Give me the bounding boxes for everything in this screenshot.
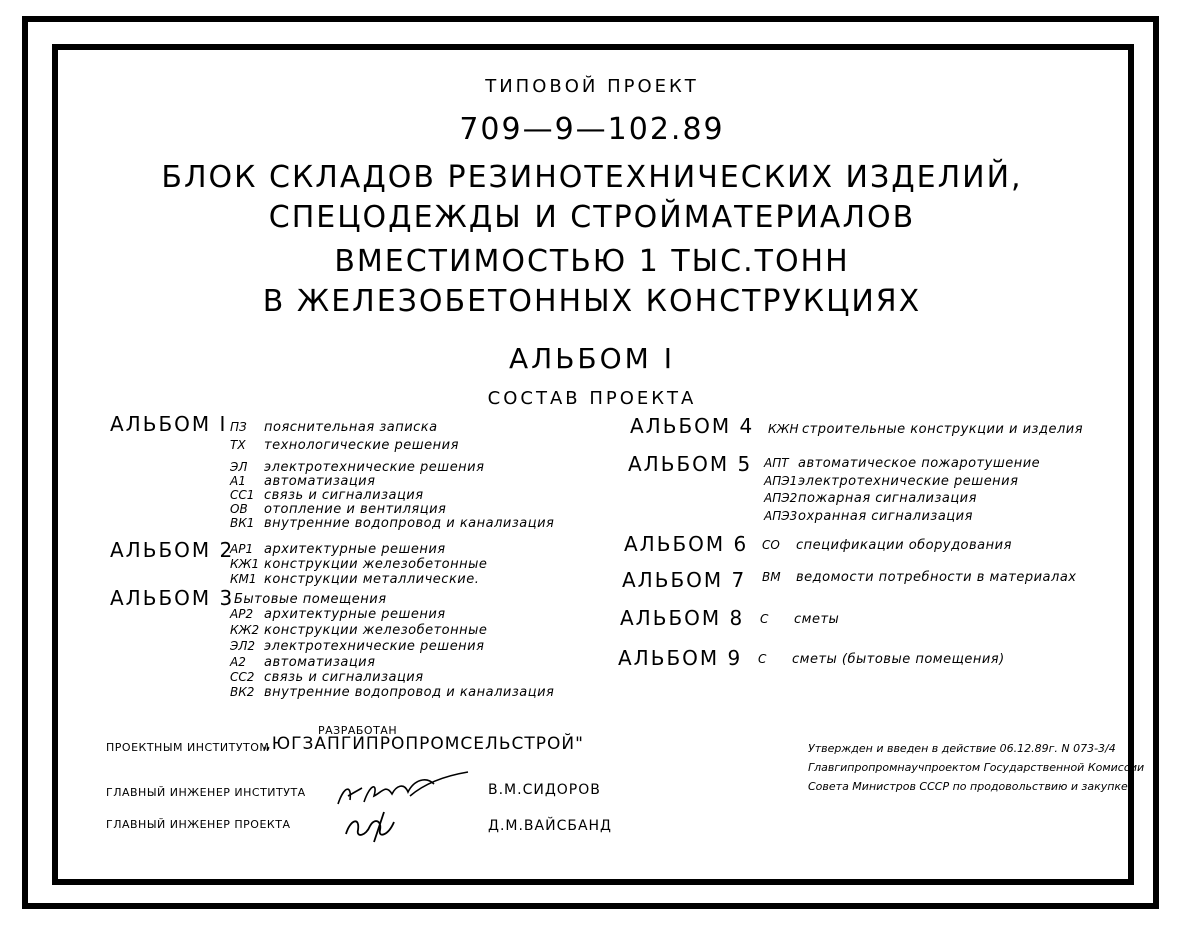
album-4-title: АЛЬБОМ 4 — [630, 414, 755, 438]
approval-line-2: Главгипропромнаучпроектом Государственной Комиссии — [808, 761, 1145, 774]
album-6-title: АЛЬБОМ 6 — [624, 532, 749, 556]
list-item: ВК2 внутренние водопровод и канализация — [230, 685, 555, 700]
title-line-3: ВМЕСТИМОСТЬЮ 1 ТЫС.ТОНН — [334, 244, 850, 279]
list-item: С сметы — [760, 612, 840, 627]
list-item: АПЭ1электротехнические решения — [764, 474, 1019, 489]
album-title: АЛЬБОМ I — [509, 342, 675, 375]
list-item: СС1 связь и сигнализация — [230, 488, 424, 503]
title-line-2: СПЕЦОДЕЖДЫ И СТРОЙМАТЕРИАЛОВ — [268, 200, 916, 235]
list-item: Бытовые помещения — [234, 592, 387, 607]
list-item: ПЗ пояснительная записка — [230, 420, 438, 435]
list-item: АР1 архитектурные решения — [230, 542, 446, 557]
album-3-title: АЛЬБОМ 3 — [110, 586, 235, 610]
institute-prefix: ПРОЕКТНЫМ ИНСТИТУТОМ — [106, 741, 270, 754]
title-line-1: БЛОК СКЛАДОВ РЕЗИНОТЕХНИЧЕСКИХ ИЗДЕЛИЙ, — [161, 160, 1023, 195]
list-item: СС2 связь и сигнализация — [230, 670, 424, 685]
chief-project-label: ГЛАВНЫЙ ИНЖЕНЕР ПРОЕКТА — [106, 818, 291, 831]
list-item: А1 автоматизация — [230, 474, 376, 489]
chief-project-name: Д.М.ВАЙСБАНД — [488, 818, 612, 834]
list-item: КМ1 конструкции металлические. — [230, 572, 480, 587]
institute-name: „ЮГЗАПГИПРОПРОМСЕЛЬСТРОЙ" — [262, 734, 584, 754]
chief-institute-label: ГЛАВНЫЙ ИНЖЕНЕР ИНСТИТУТА — [106, 786, 306, 799]
list-item: ЭЛ2 электротехнические решения — [230, 639, 485, 654]
list-item: ТХ технологические решения — [230, 438, 459, 453]
list-item: А2 автоматизация — [230, 655, 376, 670]
signature-2-icon — [340, 806, 410, 850]
album-8-title: АЛЬБОМ 8 — [620, 606, 745, 630]
list-item: АР2 архитектурные решения — [230, 607, 446, 622]
project-label: ТИПОВОЙ ПРОЕКТ — [485, 76, 699, 97]
list-item: С сметы (бытовые помещения) — [758, 652, 1005, 667]
project-number: 709—9—102.89 — [459, 112, 725, 147]
title-line-4: В ЖЕЛЕЗОБЕТОННЫХ КОНСТРУКЦИЯХ — [262, 284, 922, 319]
list-item: АПТ автоматическое пожаротушение — [764, 456, 1041, 471]
list-item: КЖ2 конструкции железобетонные — [230, 623, 488, 638]
list-item: КЖ1 конструкции железобетонные — [230, 557, 488, 572]
list-item: ВМ ведомости потребности в материалах — [762, 570, 1077, 585]
chief-institute-name: В.М.СИДОРОВ — [488, 782, 601, 798]
list-item: АПЭ3охранная сигнализация — [764, 509, 973, 524]
album-1-title: АЛЬБОМ I — [110, 412, 228, 436]
composition-heading: СОСТАВ ПРОЕКТА — [487, 388, 697, 409]
list-item: ВК1 внутренние водопровод и канализация — [230, 516, 555, 531]
approval-line-3: Совета Министров СССР по продовольствию и закупке. — [808, 780, 1132, 793]
developed-label: РАЗРАБОТАН — [318, 724, 398, 737]
album-2-title: АЛЬБОМ 2 — [110, 538, 235, 562]
approval-line-1: Утвержден и введен в действие 06.12.89г. N 073-3/4 — [808, 742, 1116, 755]
album-5-title: АЛЬБОМ 5 — [628, 452, 753, 476]
list-item: ЭЛ электротехнические решения — [230, 460, 485, 475]
list-item: ОВ отопление и вентиляция — [230, 502, 447, 517]
album-9-title: АЛЬБОМ 9 — [618, 646, 743, 670]
list-item: АПЭ2пожарная сигнализация — [764, 491, 977, 506]
list-item: СО спецификации оборудования — [762, 538, 1012, 553]
list-item: КЖН строительные конструкции и изделия — [768, 422, 1084, 437]
album-7-title: АЛЬБОМ 7 — [622, 568, 747, 592]
